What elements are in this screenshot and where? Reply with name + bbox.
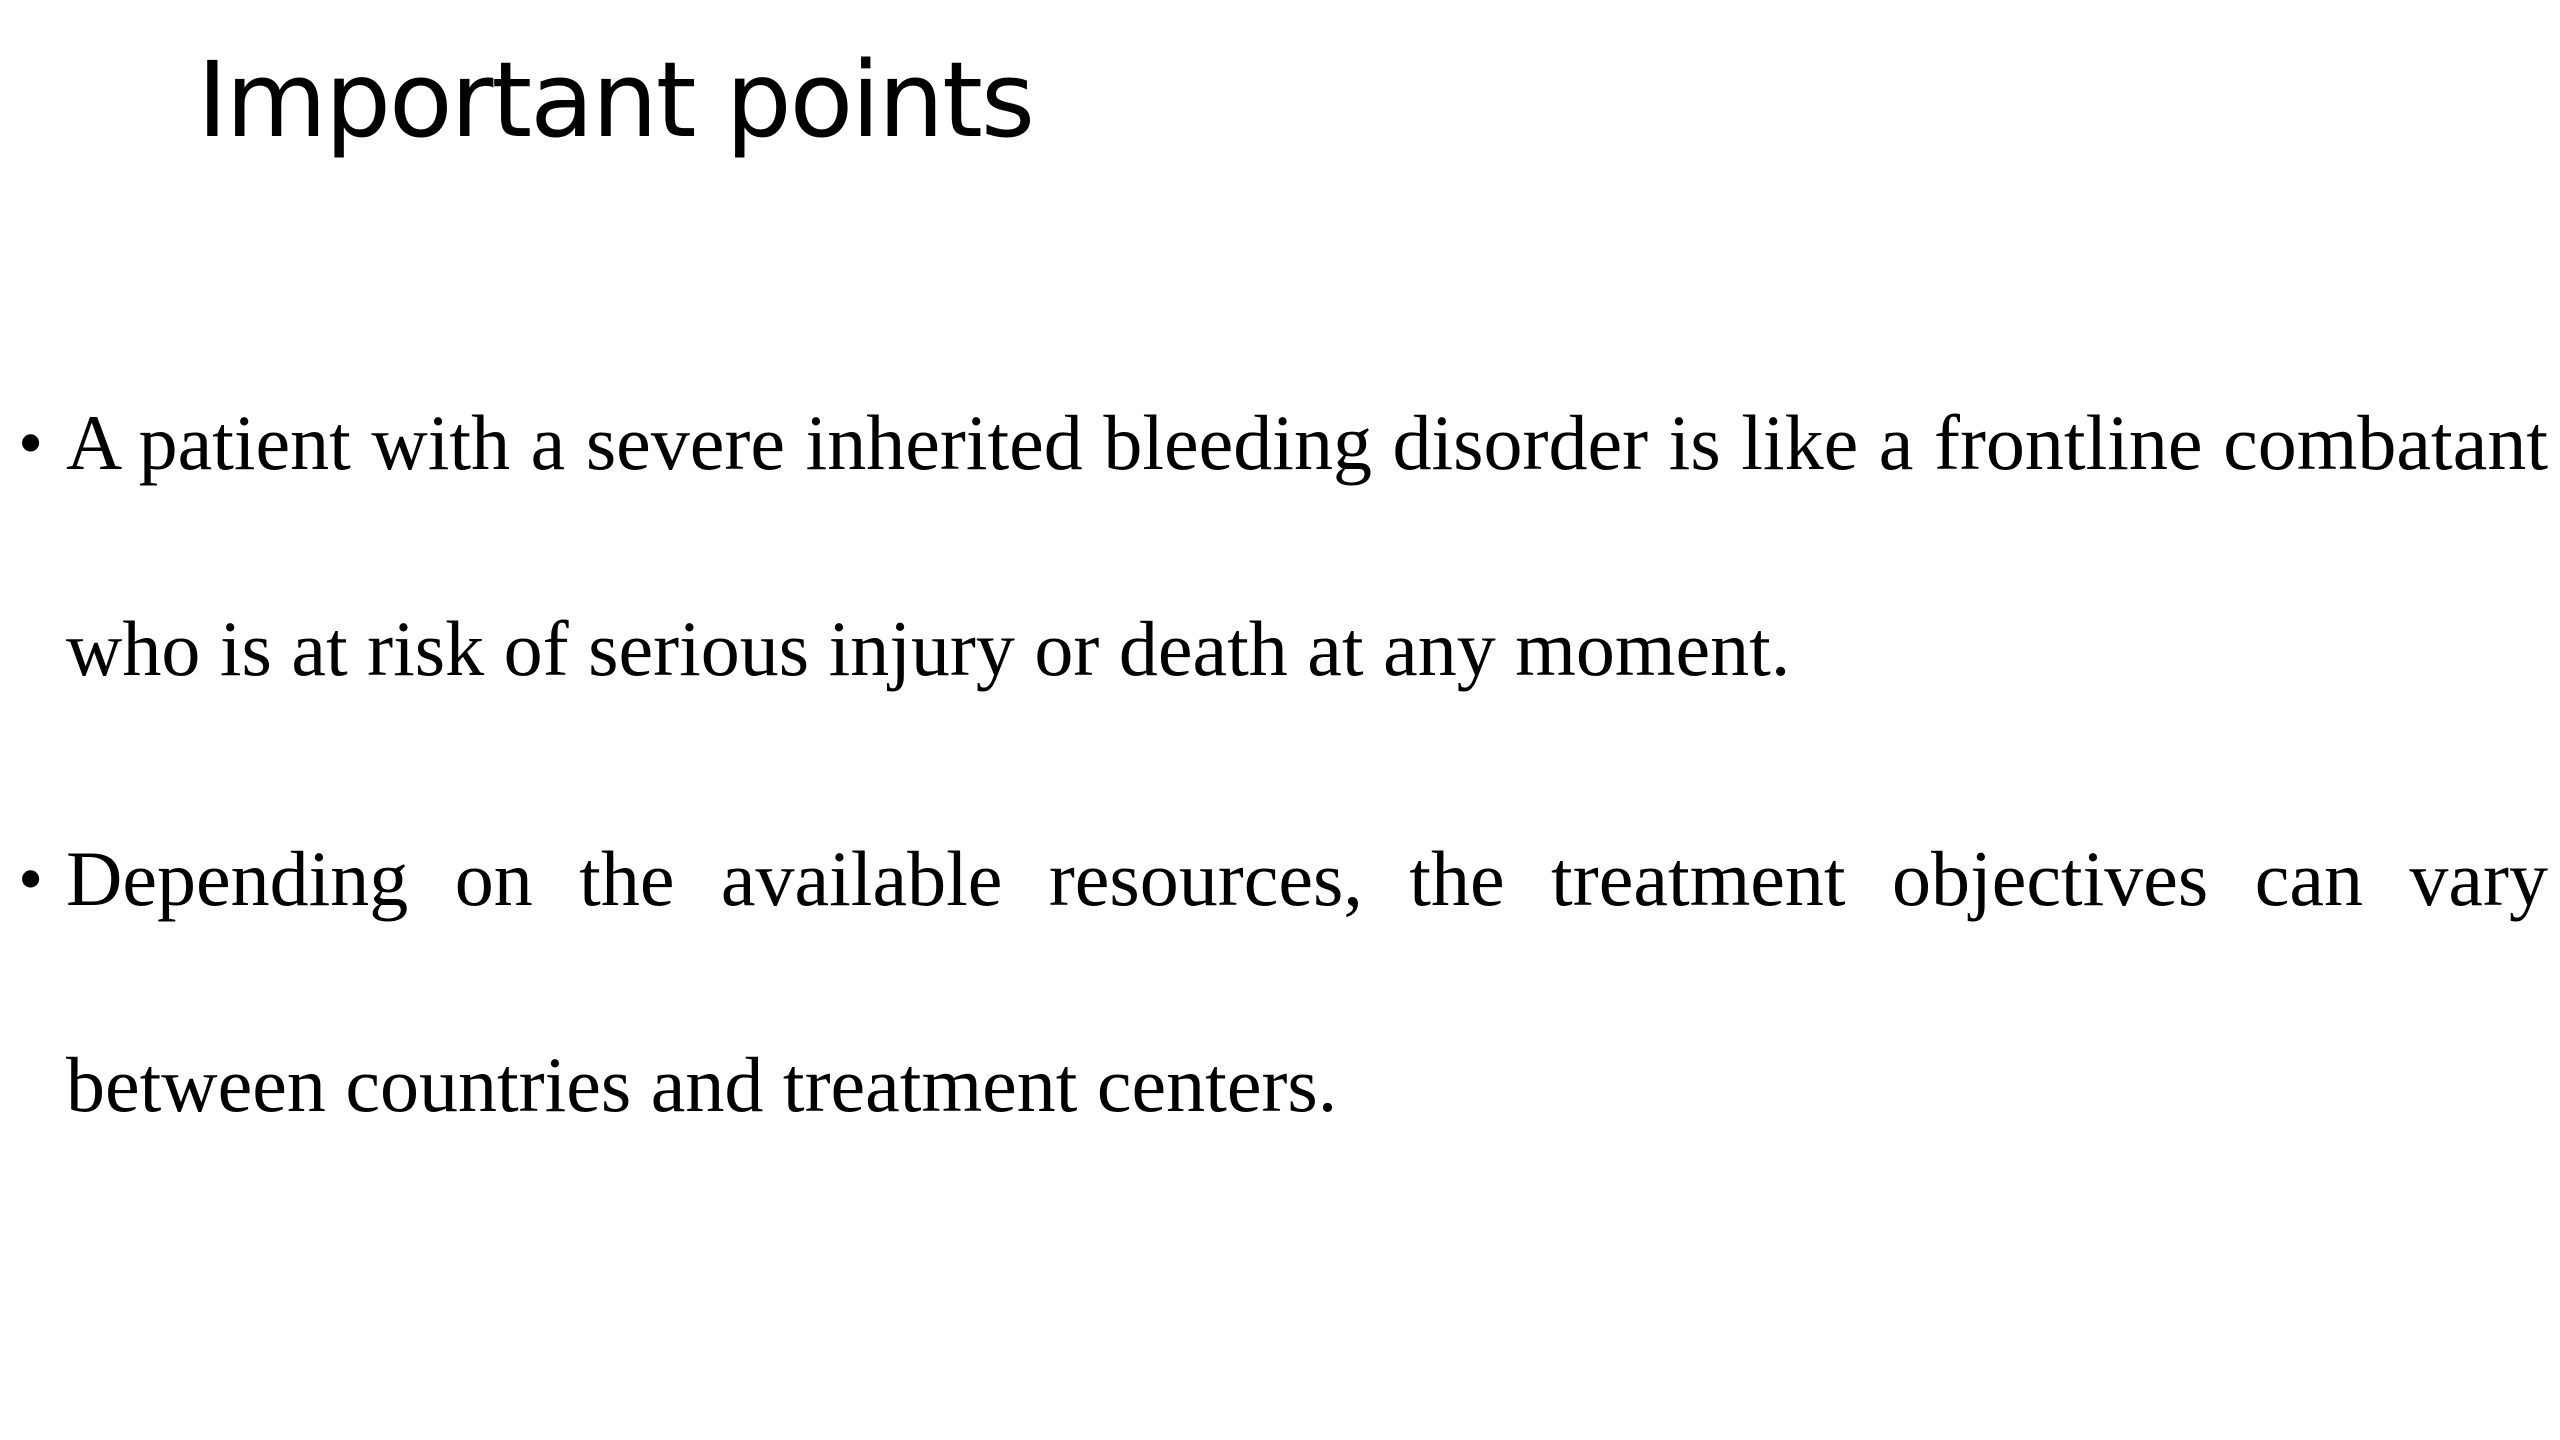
bullet-dot-icon: • [18, 839, 44, 919]
bullet-dot-icon: • [18, 403, 44, 483]
bullet-item [18, 340, 2548, 752]
slide-title: Important points [197, 39, 1034, 161]
bullet-list [18, 340, 2548, 1212]
bullet-text: Depending on the available resources, the treatment objectives can vary between countries and treatment centers. [66, 835, 2548, 1128]
bullet-item [18, 776, 2548, 1188]
bullet-text: A patient with a severe inherited bleeding disorder is like a frontline combatant who is at risk of serious injury or death at any moment. [66, 399, 2548, 692]
